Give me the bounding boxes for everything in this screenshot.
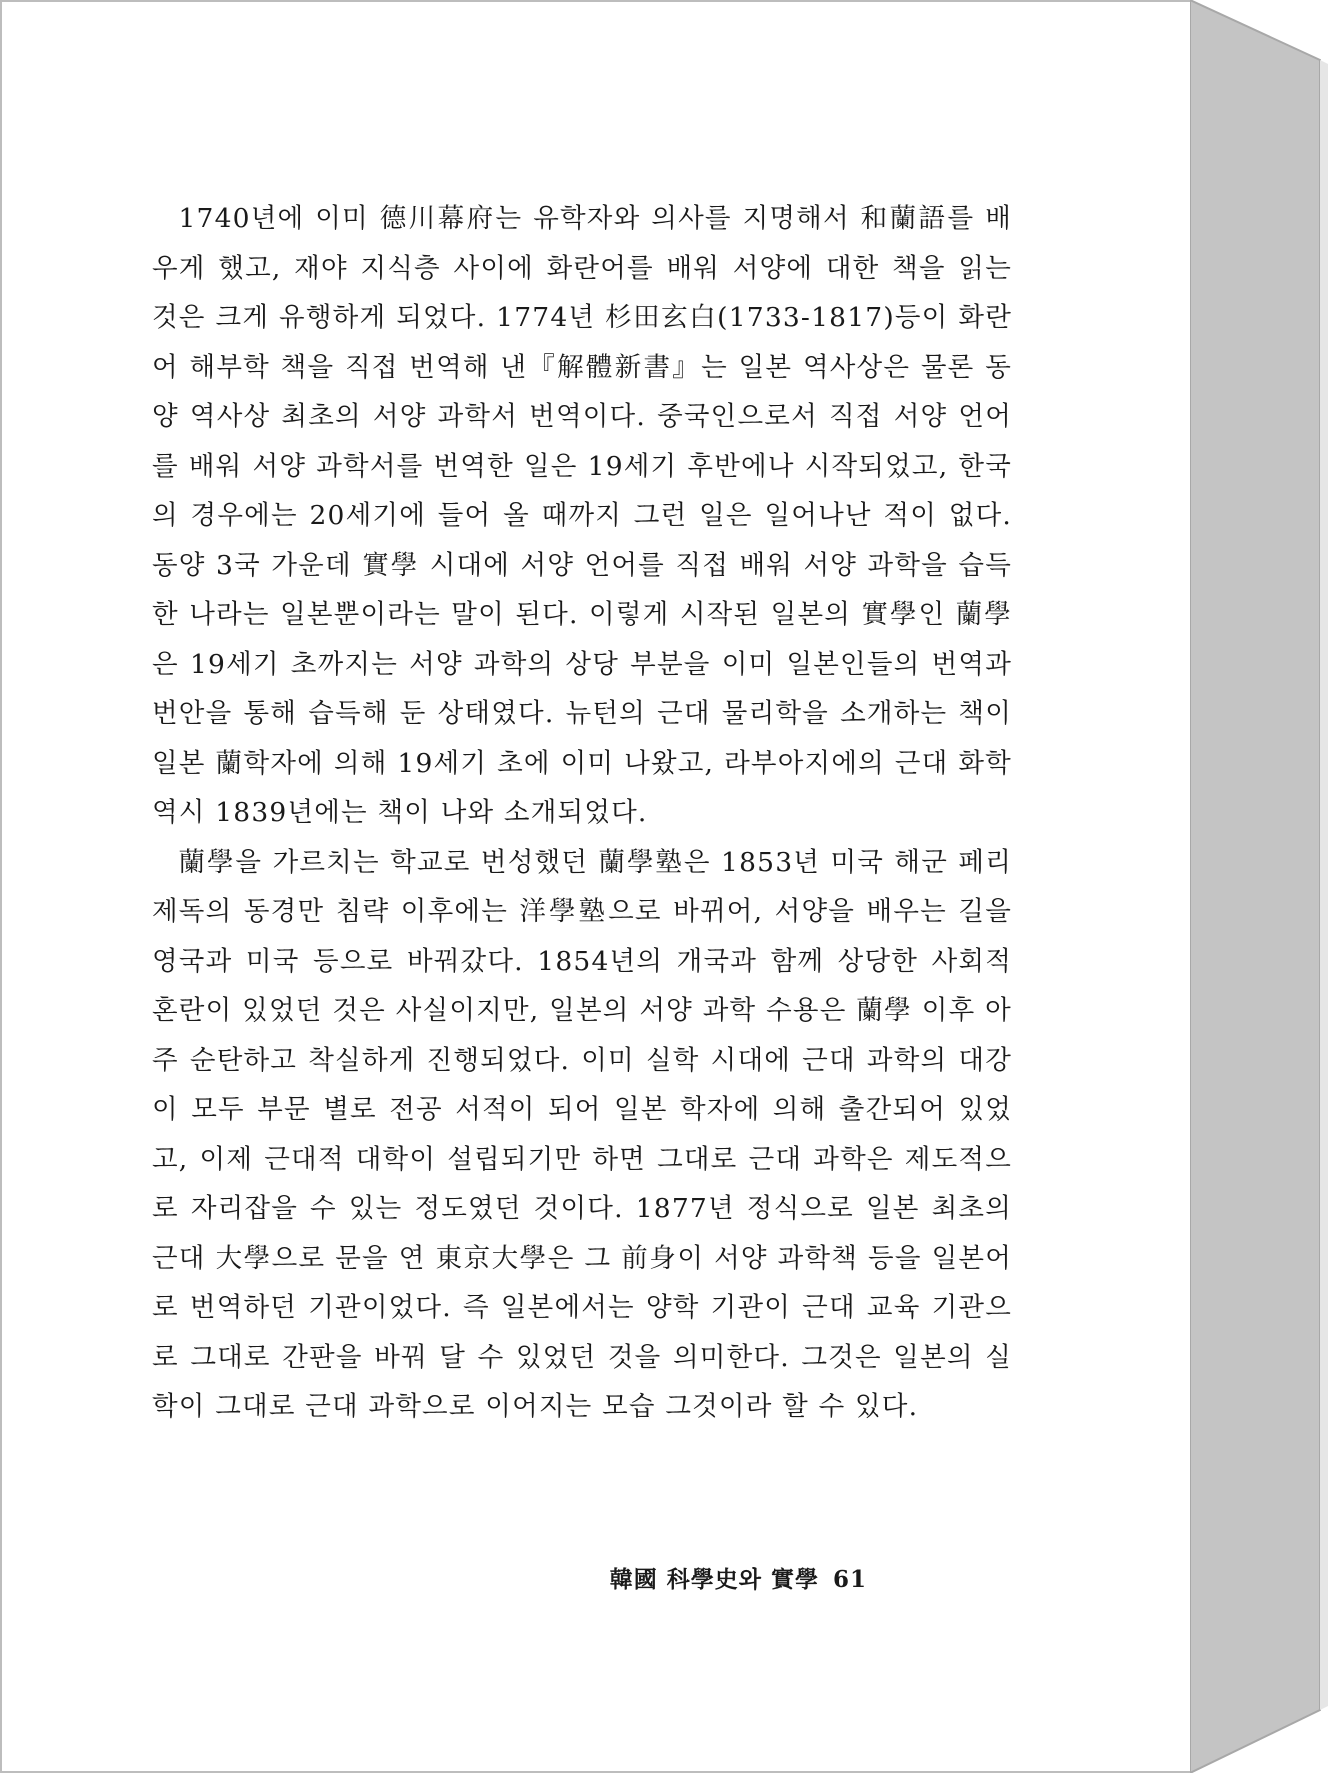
page-footer bbox=[610, 1561, 867, 1594]
running-title: 韓國 科學史와 實學 bbox=[609, 1566, 819, 1593]
page-number: 61 bbox=[832, 1566, 867, 1593]
spine-shadow bbox=[1320, 60, 1328, 1710]
paragraph-1: 1740년에 이미 德川幕府는 유학자와 의사를 지명해서 和蘭語를 배우게 했고, 재야 지식층 사이에 화란어를 배워 서양에 대한 책을 읽는 것은 크게 유행하게 되었다. 1774년 杉田玄白(1733-1817)등이 화란어 해부학 책을 직접 번역해 낸『解體新書』는 일본 역사상은 물론 동양 역사상 최초의 서양 과학서 번역이다. 중국인으로서 직접 서양 언어를 배워 서양 과학서를 번역한 일은 19세기 후반에나 시작되었고, 한국의 경우에는 20세기에 들어 올 때까지 그런 일은 일어나난 적이 없다. 동양 3국 가운데 實學 시대에 서양 언어를 직접 배워 서양 과학을 습득한 나라는 일본뿐이라는 말이 된다. 이렇게 시작된 일본의 實學인 蘭學은 19세기 초까지는 서양 과학의 상당 부분을 이미 일본인들의 번역과 번안을 통해 습득해 둔 상태였다. 뉴턴의 근대 물리학을 소개하는 책이 일본 蘭학자에 의해 19세기 초에 이미 나왔고, 라부아지에의 근대 화학 역시 1839년에는 책이 나와 소개되었다. bbox=[152, 203, 1012, 828]
book-spine bbox=[1190, 0, 1332, 1773]
spine-face bbox=[1190, 0, 1320, 1773]
paragraph-2: 蘭學을 가르치는 학교로 번성했던 蘭學塾은 1853년 미국 해군 페리 제독의 동경만 침략 이후에는 洋學塾으로 바뀌어, 서양을 배우는 길을 영국과 미국 등으로 바꿔갔다. 1854년의 개국과 함께 상당한 사회적 혼란이 있었던 것은 사실이지만, 일본의 서양 과학 수용은 蘭學 이후 아주 순탄하고 착실하게 진행되었다. 이미 실학 시대에 근대 과학의 대강이 모두 부문 별로 전공 서적이 되어 일본 학자에 의해 출간되어 있었고, 이제 근대적 대학이 설립되기만 하면 그대로 근대 과학은 제도적으로 자리잡을 수 있는 정도였던 것이다. 1877년 정식으로 일본 최초의 근대 大學으로 문을 연 東京大學은 그 前身이 서양 과학책 등을 일본어로 번역하던 기관이었다. 즉 일본에서는 양학 기관이 근대 교육 기관으로 그대로 간판을 바꿔 달 수 있었던 것을 의미한다. 그것은 일본의 실학이 그대로 근대 과학으로 이어지는 모습 그것이라 할 수 있다. bbox=[152, 846, 1012, 1422]
page-body bbox=[152, 194, 1012, 1432]
